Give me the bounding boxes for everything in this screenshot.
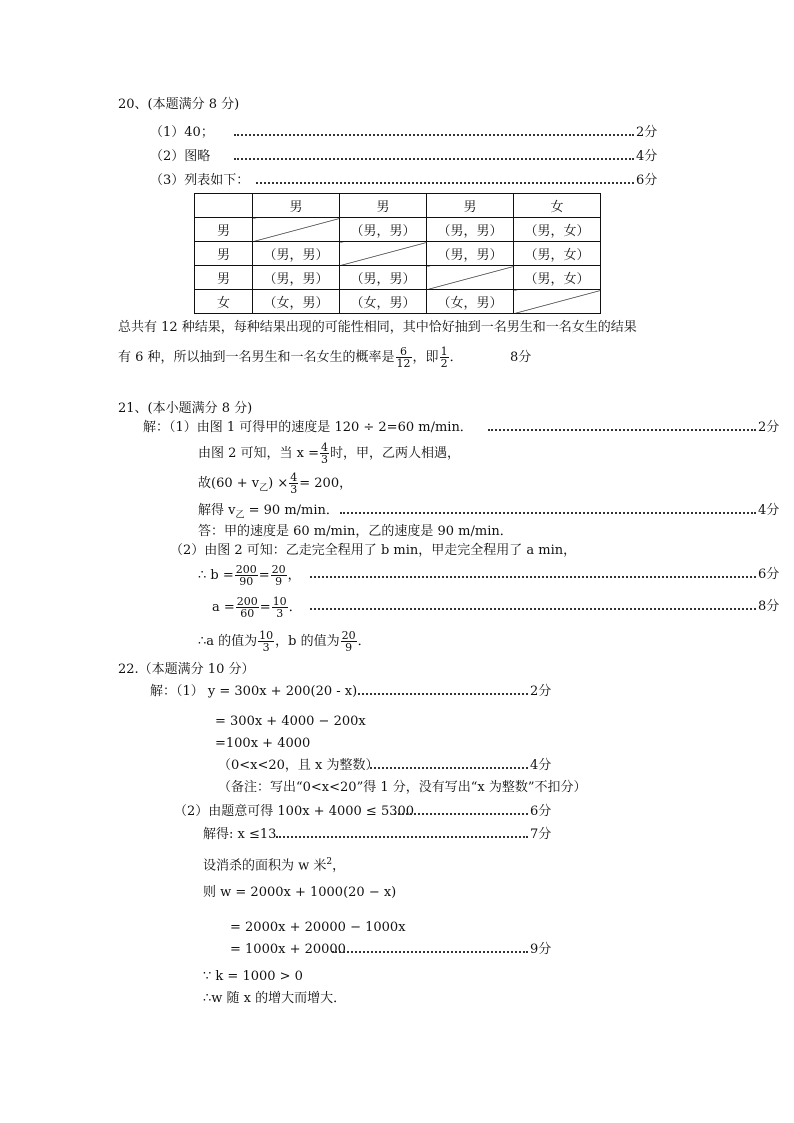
- table-cell: 男: [253, 194, 340, 218]
- score-label: 2分: [758, 420, 780, 435]
- q22-line3: =100x + 4000: [215, 736, 311, 751]
- score-label: 8分: [510, 350, 532, 365]
- fraction: $\frac{10}{3}$: [259, 629, 274, 654]
- fraction: $\frac{6}{12}$: [396, 345, 411, 370]
- table-cell-diagonal: [340, 242, 427, 266]
- fraction: $\frac{20}{9}$: [341, 629, 356, 654]
- q22-line9: 则 w = 2000x + 1000(20 − x): [203, 885, 397, 900]
- q22-line1: 解：（1） y = 300x + 200(20 - x): [150, 684, 358, 699]
- score-label: 9分: [530, 942, 552, 957]
- score-label: 6分: [758, 567, 780, 582]
- q20-title: 20、(本题满分 8 分): [118, 97, 240, 112]
- table-cell: （男，男）: [340, 266, 427, 290]
- q22-line7: 解得: x ≤13: [203, 827, 277, 842]
- fraction: $\frac{1}{2}$: [440, 345, 448, 370]
- q20-part1: （1）40；: [150, 125, 214, 140]
- q21-title: 21、(本小题满分 8 分): [118, 401, 253, 416]
- table-cell: （男，男）: [253, 242, 340, 266]
- table-header-row: [195, 194, 601, 218]
- q21-line4: 解得 $v_乙 = 90$ m/min．: [198, 503, 339, 521]
- score-label: 4分: [758, 503, 780, 518]
- dot-leader: [370, 767, 528, 769]
- table-cell: 男: [195, 242, 253, 266]
- q21-line5: 答：甲的速度是 60 m/min，乙的速度是 90 m/min．: [198, 524, 513, 539]
- score-label: 2分: [530, 684, 552, 699]
- table-cell: （男，女）: [514, 266, 601, 290]
- q22-note: （备注：写出“0<x<20”得 1 分，没有写出“x 为整数”不扣分）: [218, 780, 587, 795]
- q22-line10: = 2000x + 20000 − 1000x: [230, 920, 406, 935]
- fraction: $\frac{200}{90}$: [235, 563, 257, 588]
- q21-line7: ∴ b = $\frac{200}{90}$ = $\frac{20}{9}$ ，: [198, 563, 301, 588]
- q22-line8: 设消杀的面积为 w 米$^2$，: [203, 857, 346, 874]
- table-cell: （男，男）: [427, 242, 514, 266]
- table-row: [195, 242, 601, 266]
- table-cell: 男: [195, 266, 253, 290]
- outcome-table: [194, 193, 601, 314]
- fraction: $\frac{200}{60}$: [236, 595, 258, 620]
- dot-leader: [276, 836, 528, 838]
- table-row: [195, 290, 601, 314]
- table-cell: （男，男）: [427, 218, 514, 242]
- table-row: [195, 218, 601, 242]
- table-cell: 女: [195, 290, 253, 314]
- q21-line2: 由图 2 可知，当 x = $\frac{4}{3}$ 时，甲，乙两人相遇，: [198, 441, 461, 466]
- dot-leader: [310, 608, 756, 610]
- q20-summary-line1: 总共有 12 种结果，每种结果出现的可能性相同，其中恰好抽到一名男生和一名女生的结果: [118, 320, 637, 335]
- dot-leader: [340, 512, 756, 514]
- table-cell: 男: [195, 218, 253, 242]
- dot-leader: [394, 813, 528, 815]
- score-label: 6分: [530, 804, 552, 819]
- table-cell: （女，男）: [340, 290, 427, 314]
- dot-leader: [310, 576, 756, 578]
- fraction: $\frac{4}{3}$: [321, 441, 329, 466]
- table-cell: [195, 194, 253, 218]
- score-label: 4分: [636, 149, 658, 164]
- score-label: 2分: [636, 125, 658, 140]
- table-cell: 男: [340, 194, 427, 218]
- q21-line3: 故$(60 + v_乙)$ × $\frac{4}{3}$ = 200，: [198, 471, 353, 496]
- q21-line8: a = $\frac{200}{60}$ = $\frac{10}{3}$ ．: [212, 595, 302, 620]
- table-cell-diagonal: [253, 218, 340, 242]
- fraction: $\frac{20}{9}$: [271, 563, 286, 588]
- table-cell-diagonal: [427, 266, 514, 290]
- fraction: $\frac{10}{3}$: [272, 595, 287, 620]
- q20-part2: （2）图略: [150, 149, 211, 164]
- table-cell: （男，女）: [514, 218, 601, 242]
- score-label: 8分: [758, 599, 780, 614]
- table-cell: （男，男）: [340, 218, 427, 242]
- score-label: 7分: [530, 827, 552, 842]
- table-cell: 男: [427, 194, 514, 218]
- table-cell: （女，男）: [253, 290, 340, 314]
- table-cell: 女: [514, 194, 601, 218]
- score-label: 4分: [530, 758, 552, 773]
- q22-title: 22.（本题满分 10 分）: [118, 662, 255, 677]
- dot-leader: [488, 429, 756, 431]
- q20-part3: （3）列表如下：: [150, 173, 250, 188]
- q21-line6: （2）由图 2 可知：乙走完全程用了 b min，甲走完全程用了 a min，: [170, 543, 577, 558]
- table-cell: （男，女）: [514, 242, 601, 266]
- q22-line13: ∴w 随 x 的增大而增大．: [203, 991, 347, 1006]
- dot-leader: [256, 182, 634, 184]
- q22-line4: （0<x<20，且 x 为整数）: [218, 758, 379, 773]
- table-cell: （男，男）: [253, 266, 340, 290]
- q21-line9: ∴a 的值为 $\frac{10}{3}$ ，b 的值为 $\frac{20}{9}$ ．: [198, 629, 371, 654]
- table-cell-diagonal: [514, 290, 601, 314]
- dot-leader: [332, 951, 528, 953]
- dot-leader: [358, 693, 528, 695]
- dot-leader: [234, 134, 634, 136]
- table-cell: （女，男）: [427, 290, 514, 314]
- q22-line11: = 1000x + 20000: [230, 942, 346, 957]
- score-label: 6分: [636, 173, 658, 188]
- q22-line12: ∵ k = 1000 > 0: [203, 969, 303, 984]
- fraction: $\frac{4}{3}$: [290, 471, 298, 496]
- table-row: [195, 266, 601, 290]
- q20-summary-line2: 有 6 种，所以抽到一名男生和一名女生的概率是 $\frac{6}{12}$ ，即 $\frac{1}{2}$ ．: [118, 345, 463, 370]
- dot-leader: [234, 158, 634, 160]
- q22-line6: （2）由题意可得 100x + 4000 ≤ 5300: [174, 804, 415, 819]
- q21-line1: 解：（1）由图 1 可得甲的速度是 120 ÷ 2=60 m/min．: [143, 420, 473, 435]
- q22-line2: = 300x + 4000 − 200x: [215, 714, 366, 729]
